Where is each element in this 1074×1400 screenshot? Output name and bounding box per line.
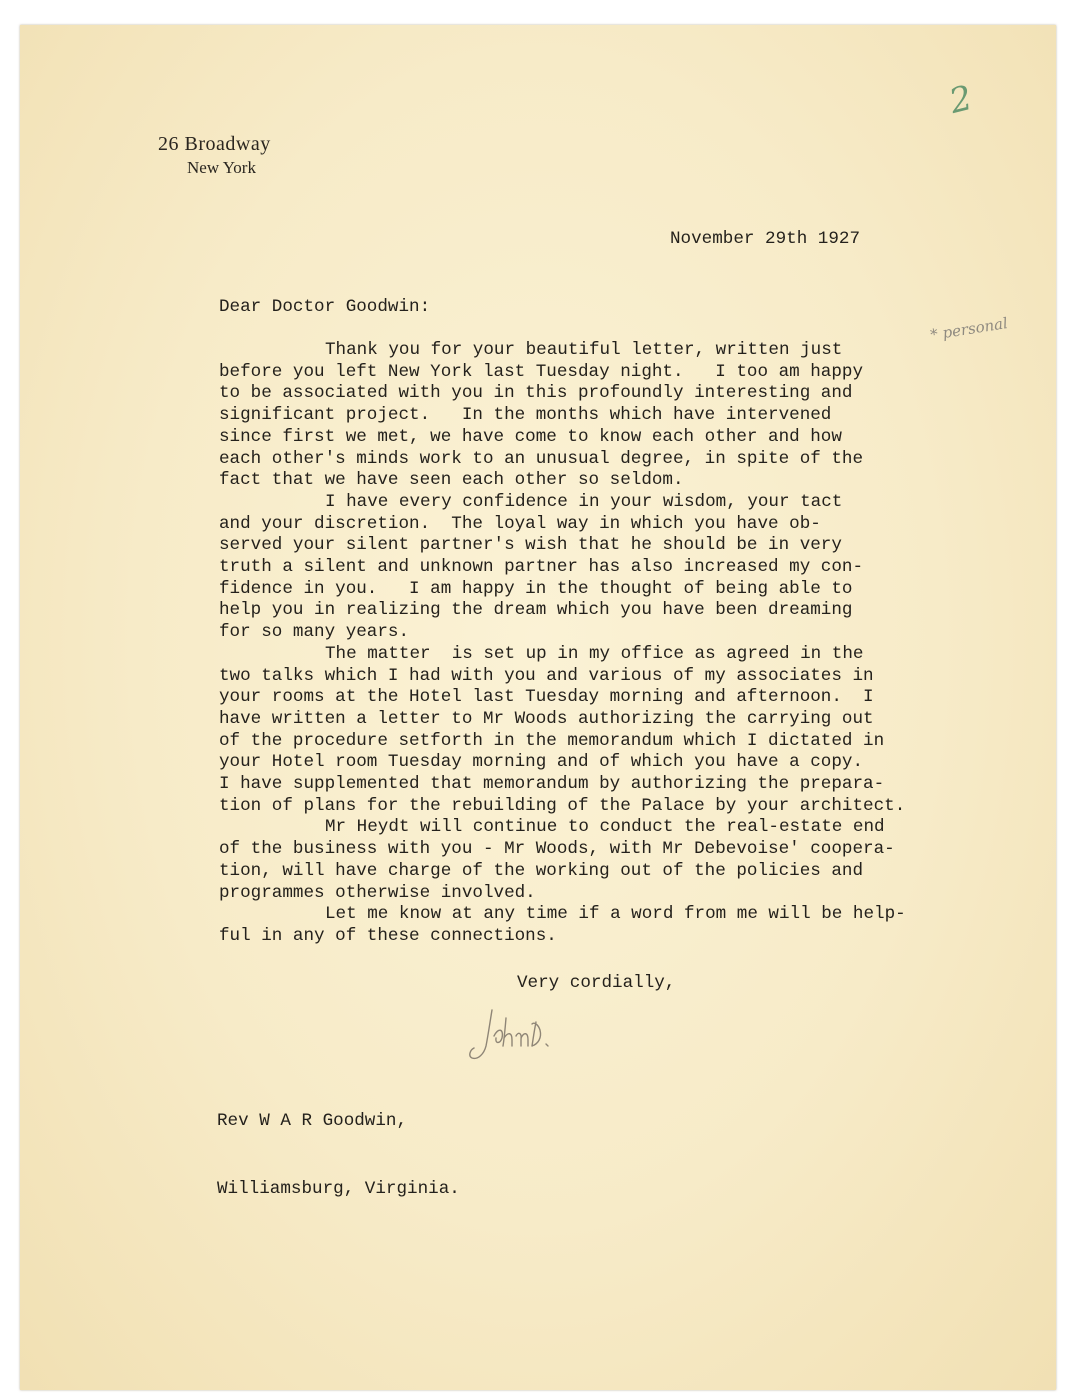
- body-line: to be associated with you in this profoundly interesting and: [219, 383, 853, 404]
- body-line: for so many years.: [219, 622, 410, 643]
- recipient-name: Rev W A R Goodwin,: [217, 1111, 408, 1131]
- body-line: have written a letter to Mr Woods authorizing the carrying out: [219, 708, 874, 729]
- body-line: before you left New York last Tuesday night. I too am happy: [219, 361, 864, 382]
- body-line: your Hotel room Tuesday morning and of which you have a copy.: [219, 752, 864, 773]
- body-line: help you in realizing the dream which you have been dreaming: [219, 600, 853, 621]
- body-line: of the procedure setforth in the memorandum which I dictated in: [219, 730, 885, 751]
- recipient-address: [217, 1065, 460, 1223]
- body-line: Let me know at any time if a word from me will be help-: [325, 904, 906, 925]
- closing: Very cordially,: [517, 973, 676, 993]
- body-line: fact that we have seen each other so seldom.: [219, 470, 684, 491]
- letterhead-address: 26 Broadway: [158, 133, 271, 155]
- body-line: of the business with you - Mr Woods, with Mr Debevoise' coopera-: [219, 839, 895, 860]
- body-line: truth a silent and unknown partner has also increased my con-: [219, 557, 864, 578]
- body-line: fidence in you. I am happy in the thought of being able to: [219, 578, 853, 599]
- body-line: your rooms at the Hotel last Tuesday morning and afternoon. I: [219, 687, 874, 708]
- body-line: two talks which I had with you and various of my associates in: [219, 665, 874, 686]
- body-line: ful in any of these connections.: [219, 925, 557, 946]
- body-line: Mr Heydt will continue to conduct the real-estate end: [325, 817, 885, 838]
- body-line: served your silent partner's wish that he should be in very: [219, 535, 842, 556]
- salutation: Dear Doctor Goodwin:: [219, 297, 431, 317]
- letter-body: [219, 340, 906, 948]
- body-line: significant project. In the months which have intervened: [219, 405, 832, 426]
- handwritten-signature: [462, 988, 574, 1073]
- body-line: tion of plans for the rebuilding of the Palace by your architect.: [219, 795, 906, 816]
- letterhead: [158, 133, 271, 178]
- body-line: I have supplemented that memorandum by authorizing the prepara-: [219, 774, 885, 795]
- body-line: programmes otherwise involved.: [219, 882, 536, 903]
- body-line: tion, will have charge of the working out of the policies and: [219, 860, 864, 881]
- body-line: Thank you for your beautiful letter, written just: [325, 340, 843, 360]
- body-line: since first we met, we have come to know each other and how: [219, 426, 842, 447]
- body-line: The matter is set up in my office as agreed in the: [325, 643, 864, 664]
- letter-date: November 29th 1927: [670, 229, 861, 249]
- body-line: I have every confidence in your wisdom, your tact: [325, 491, 843, 512]
- recipient-location: Williamsburg, Virginia.: [217, 1178, 460, 1199]
- body-line: and your discretion. The loyal way in which you have ob-: [219, 513, 821, 534]
- handwritten-margin-note: * personal: [929, 314, 1009, 344]
- body-line: each other's minds work to an unusual degree, in spite of the: [219, 448, 864, 469]
- letterhead-city: New York: [187, 158, 256, 177]
- handwritten-page-mark: 2: [945, 77, 977, 123]
